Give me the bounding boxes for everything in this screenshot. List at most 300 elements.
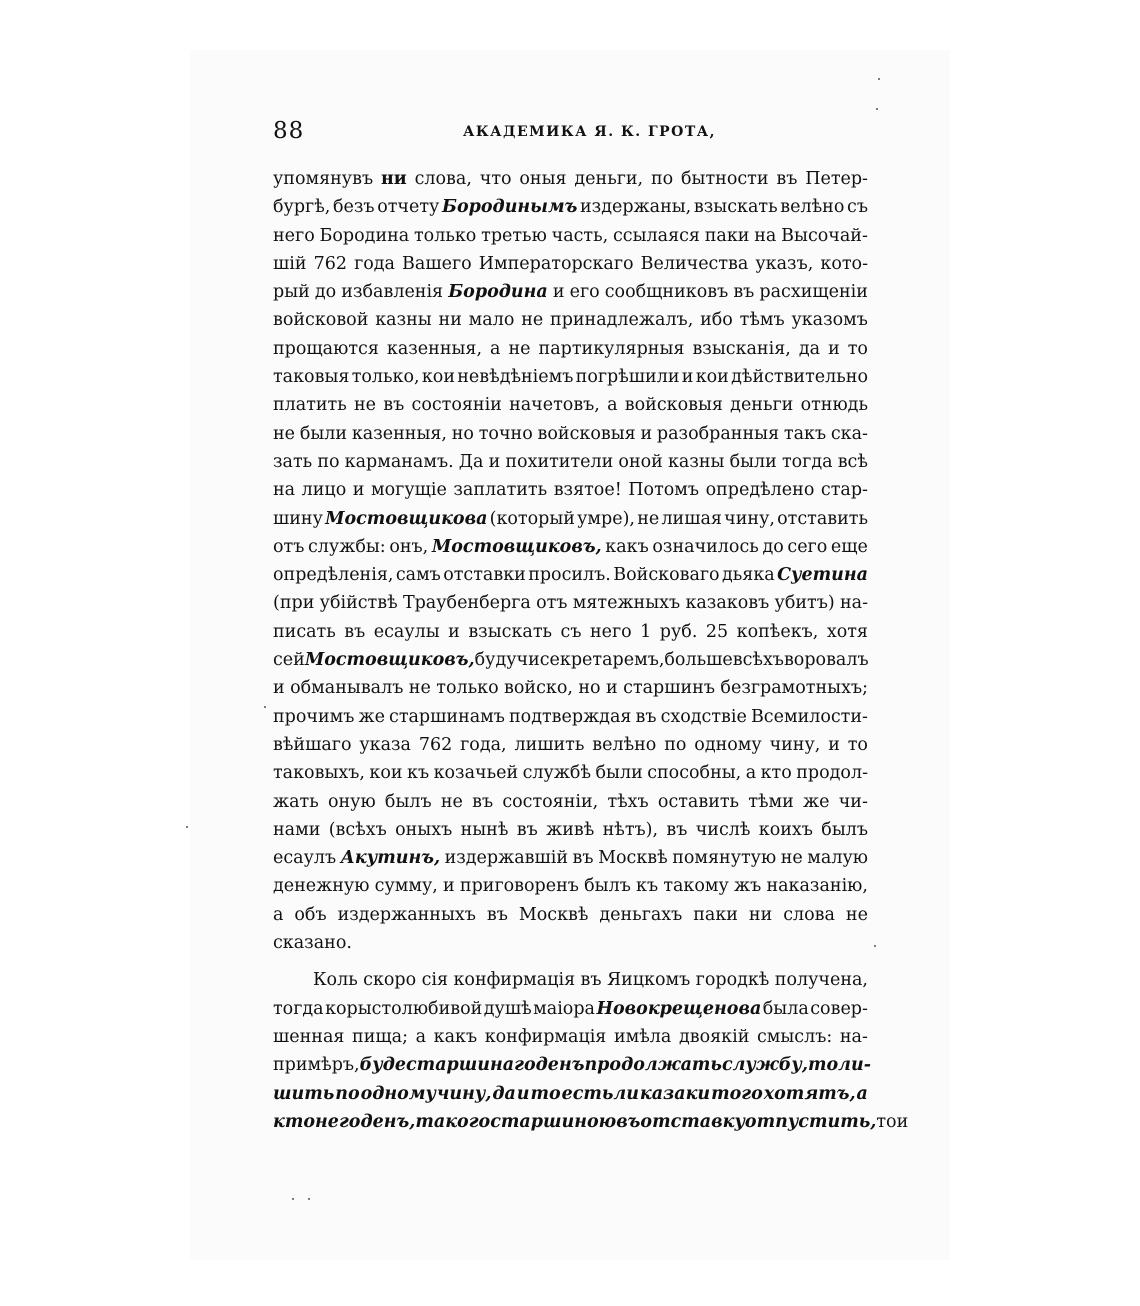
paragraph-first-line [273,966,868,994]
word: умре), [577,508,635,529]
word: шину [273,508,323,529]
word: козачьей [433,763,519,784]
word: принадлежалъ, [550,310,694,331]
word: Яицкомъ [606,970,691,991]
page-number: 88 [273,118,305,144]
word: похитители [505,451,614,472]
word: же [803,791,830,812]
scan-speck [292,1198,294,1200]
text-line [273,646,868,674]
text-line [273,193,868,221]
text-line [273,306,868,334]
word: копѣекъ, [736,621,819,642]
italic-word: хотятъ, [763,1083,856,1104]
word: шій [273,253,307,274]
word: чину, [769,734,821,755]
word: казаковъ [685,593,770,614]
word: по [664,734,687,755]
word: отчету [377,197,440,218]
word: Высочай- [781,225,868,246]
word: слова, [414,169,472,189]
italic-word: казаки [639,1083,711,1104]
word: казны [667,451,725,472]
word: (при [273,593,315,614]
word: сходствіе [660,706,747,727]
word: наказанію, [766,876,868,897]
italic-word: старшина [406,1055,515,1076]
word: и [443,876,455,897]
word: бургѣ, [273,197,331,218]
word: кто [760,763,792,784]
word: продол- [796,763,868,784]
word: то [847,338,868,359]
word: душѣ [483,998,532,1019]
word: упомянувъ [273,169,374,189]
word: не [273,423,296,444]
word: были [299,423,348,444]
word: дѣйствительно [731,367,868,388]
word: на- [839,593,868,614]
word: по [650,169,674,189]
word: въ [580,970,602,991]
word: казенныя, [386,338,483,359]
word: малую [807,848,868,869]
word: и [448,621,460,642]
word: Да [458,451,484,472]
italic-word: годенъ [514,1055,585,1076]
word: были [595,763,643,784]
word: маіора [533,998,595,1019]
italic-word: кто [273,1111,316,1132]
word: войско, [504,678,573,699]
word: числѣ [695,819,751,840]
word: получена, [774,970,868,991]
italic-word: негоденъ, [315,1111,416,1132]
word: и [606,678,618,699]
word: отъ [536,593,568,614]
word: оныхъ [395,819,453,840]
word: не [354,395,377,416]
word: кои [369,763,403,784]
word: въ [486,904,508,925]
word: въ [516,819,538,840]
word: взыскать [693,197,778,218]
text-line [273,222,868,250]
word: службѣ [522,763,592,784]
body-text [273,165,909,1136]
word: платить [273,395,347,416]
italic-word: Мостовщиковъ, [431,536,602,557]
italic-word: Акутинъ, [340,848,441,869]
word: конфирмація [453,970,576,991]
word: безграмотныхъ; [720,678,868,699]
italic-word: Бородина [448,282,548,303]
word: лицо [301,480,347,501]
text-line [273,165,868,193]
text-line [273,759,868,787]
word: начетовъ, [509,395,600,416]
word: таковыхъ, [273,763,365,784]
italic-word: то [530,1083,561,1104]
text-line [273,278,868,306]
italic-word: отпустить, [744,1111,877,1132]
word: его [569,282,600,303]
word: и [640,423,653,444]
word: чину, [724,508,775,529]
word: деньги [730,395,794,416]
word: еще [830,536,868,557]
word: въ [472,791,494,812]
word: въ [733,282,755,303]
word: отставки [443,565,526,586]
word: коихъ [758,819,813,840]
italic-word: Мостовщикова [325,508,488,529]
word: паки [693,904,738,925]
word: безъ [332,197,375,218]
text-line [273,448,868,476]
word: а [607,395,618,416]
scan-speck [878,78,880,80]
word: рый [273,282,310,303]
word: казны [375,310,432,331]
word: тѣми [748,791,794,812]
word: ссылаяся [613,225,700,246]
word: въ [572,848,594,869]
word: городкѣ [695,970,770,991]
word: и [552,282,565,303]
text-line [273,872,868,900]
word: отъ [273,536,305,557]
word: какъ [605,536,649,557]
word: съ [560,621,582,642]
word: и [681,367,694,388]
word: писать [273,621,336,642]
word: смыслъ: [756,1026,833,1047]
word: невѣдѣніемъ [457,367,574,388]
word: погрѣшили [575,367,680,388]
text-line [273,703,868,731]
word: него [589,621,632,642]
italic-word: и [516,1083,530,1104]
word: нѣтъ), [602,819,659,840]
word: 25 [705,621,729,642]
word: могущіе [371,480,447,501]
word: такъ [783,423,827,444]
word: есаулы [373,621,440,642]
word: службы: [308,536,386,557]
word: кои [421,367,455,388]
word: сказано. [273,933,352,954]
word: убійствѣ [319,593,398,614]
italic-word: такого [415,1111,491,1132]
italic-word: шить [273,1083,335,1104]
word: сего [787,536,828,557]
word: слова [783,904,835,925]
italic-word: ли- [838,1055,871,1076]
word: живѣ [546,819,595,840]
word: кото- [820,253,868,274]
word: но [451,423,474,444]
word: былъ [384,791,432,812]
word: не [440,791,463,812]
word: мало [468,310,515,331]
word: объ [294,904,327,925]
word: на [273,480,296,501]
word: а [490,338,501,359]
word: означилось [652,536,759,557]
italic-word: въ [616,1111,641,1132]
word: по [317,451,340,472]
scan-speck [874,945,876,947]
word: въ [344,621,366,642]
word: третью [481,225,547,246]
word: велѣно [780,197,845,218]
word: года [354,253,395,274]
word: и [828,338,840,359]
word: не [637,508,660,529]
word: тѣхъ [607,791,649,812]
word: издержавшій [444,848,569,869]
word: въ [666,819,688,840]
italic-word: старшиною [490,1111,617,1132]
text-line [273,363,868,391]
word: не [408,678,431,699]
word: Величества [640,253,749,274]
italic-word: да [492,1083,516,1104]
italic-word: по [335,1083,360,1104]
word: а [273,904,284,925]
word: одному [694,734,762,755]
word: убитъ) [774,593,835,614]
word: Войсковаго [613,565,720,586]
word: отставить [777,508,868,529]
word: кои [695,367,729,388]
word: хотя [826,621,868,642]
word: велѣно [592,734,657,755]
word: то [847,734,868,755]
word: но [578,678,601,699]
word: оныя [519,169,567,189]
word: взыскать [468,621,553,642]
scan-speck [308,1198,310,1200]
word: къ [636,876,659,897]
word: пища; [352,1026,408,1047]
word: бытности [681,169,769,189]
text-line [273,816,868,844]
word: деньгахъ [599,904,683,925]
word: стар- [820,480,868,501]
word: разобранныя [656,423,780,444]
word: сообщниковъ [604,282,729,303]
word: были [729,451,777,472]
word: есаулъ [273,848,337,869]
word: имѣла [613,1026,672,1047]
word: только [414,225,477,246]
word: въ [635,706,657,727]
italic-word: естьли [561,1083,639,1104]
italic-word: службу, [721,1055,808,1076]
word: сей [273,650,305,671]
word: и [896,1111,909,1132]
word: не [780,848,803,869]
italic-word: чину, [436,1083,492,1104]
word: шенная [273,1026,345,1047]
word: 762 [418,734,453,755]
word: опредѣлено [705,480,815,501]
word: до [762,536,784,557]
word: и [828,734,840,755]
word: взятое! [553,480,622,501]
word: корыстолюбивой [325,998,483,1019]
word: конфирмація [484,1026,607,1047]
word: Траубенберга [402,593,531,614]
word: ска- [830,423,868,444]
word: нами [273,819,321,840]
word: къ [407,763,430,784]
word: года, [460,734,507,755]
word: Москвѣ [518,904,589,925]
word: 1 [640,621,652,642]
word: въ [776,169,798,189]
word: партикулярныя [538,338,685,359]
text-line [273,844,868,872]
word: чи- [838,791,868,812]
scan-speck [876,108,878,110]
word: не [845,904,868,925]
word: казенныя, [351,423,447,444]
word: оную [327,791,376,812]
page-header [273,118,868,152]
word: просилъ. [528,565,611,586]
word: примѣръ, [273,1055,360,1076]
word: таковыя [273,367,350,388]
word: былъ [584,876,631,897]
text-line [273,901,868,929]
word: расхищеніи [759,282,868,303]
word: зать [273,451,313,472]
word: Всемилости- [750,706,868,727]
italic-word: Бородинымъ [442,197,578,218]
word: и [352,480,365,501]
word: всѣхъ [732,650,784,671]
italic-word: того [711,1083,763,1104]
word: оставить [657,791,740,812]
italic-word: Новокрещенова [596,998,762,1019]
word: состояніи [411,395,502,416]
text-line [273,1051,871,1079]
word: денежную [273,876,370,897]
text-line [273,618,868,646]
italic-word: одному [360,1083,436,1104]
text-line [273,505,868,533]
word: оной [618,451,663,472]
word: него [273,225,315,246]
word: Коль [313,970,358,991]
italic-word: Мостовщиковъ, [304,650,475,671]
word: (который [489,508,575,529]
word: указа [359,734,411,755]
text-line [273,561,868,589]
word: до [314,282,337,303]
word: деньги, [574,169,644,189]
word: Вашего [402,253,472,274]
word: ибо [700,310,733,331]
word: опредѣленія, [273,565,394,586]
text-line [273,731,868,759]
word: Потомъ [628,480,700,501]
text-line [273,788,868,816]
word: вѣйшаго [273,734,352,755]
word: войсковыя [537,423,636,444]
word: обманывалъ [290,678,404,699]
word: былъ [821,819,868,840]
italic-word: буде [359,1055,407,1076]
word: двоякій [678,1026,750,1047]
word: прочимъ [273,706,355,727]
word: да [798,338,821,359]
word: тогда [781,451,833,472]
word: отнюдь [800,395,868,416]
text-line [273,391,868,419]
text-line [273,674,868,702]
word: больше [664,650,733,671]
word: а [415,1026,427,1047]
word: дьяка [721,565,775,586]
word: ни [380,169,407,189]
word: самъ [395,565,441,586]
word: то [876,1111,897,1132]
text-line [273,929,868,957]
word: не [508,338,531,359]
word: войсковой [273,310,369,331]
word: только [436,678,499,699]
word: лишая [661,508,722,529]
word: секретаремъ, [539,650,665,671]
scan-speck [186,826,188,828]
word: 762 [313,253,347,274]
word: скоро [363,970,417,991]
word: Петер- [805,169,868,189]
text-line [273,476,868,504]
word: точно [478,423,533,444]
word: не [521,310,544,331]
word: въ [383,395,405,416]
text-line [273,1023,868,1051]
word: а [745,763,757,784]
text-line [273,1108,909,1136]
text-line [273,335,868,363]
word: совер- [810,998,868,1019]
word: всѣ [837,451,868,472]
word: сумму, [374,876,438,897]
word: онъ, [389,536,429,557]
italic-word: продолжать [584,1055,722,1076]
word: только, [351,367,420,388]
word: карманамъ. [344,451,454,472]
word: приговоренъ [459,876,579,897]
word: состояніи, [502,791,599,812]
word: жъ [734,876,762,897]
word: какъ [433,1026,478,1047]
word: на- [839,1026,868,1047]
italic-word: Суетина [777,565,868,586]
text-line [273,420,868,448]
word: и [273,678,285,699]
word: съ [847,197,868,218]
word: помянутую [672,848,777,869]
word: ни [748,904,773,925]
word: нынѣ [460,819,509,840]
